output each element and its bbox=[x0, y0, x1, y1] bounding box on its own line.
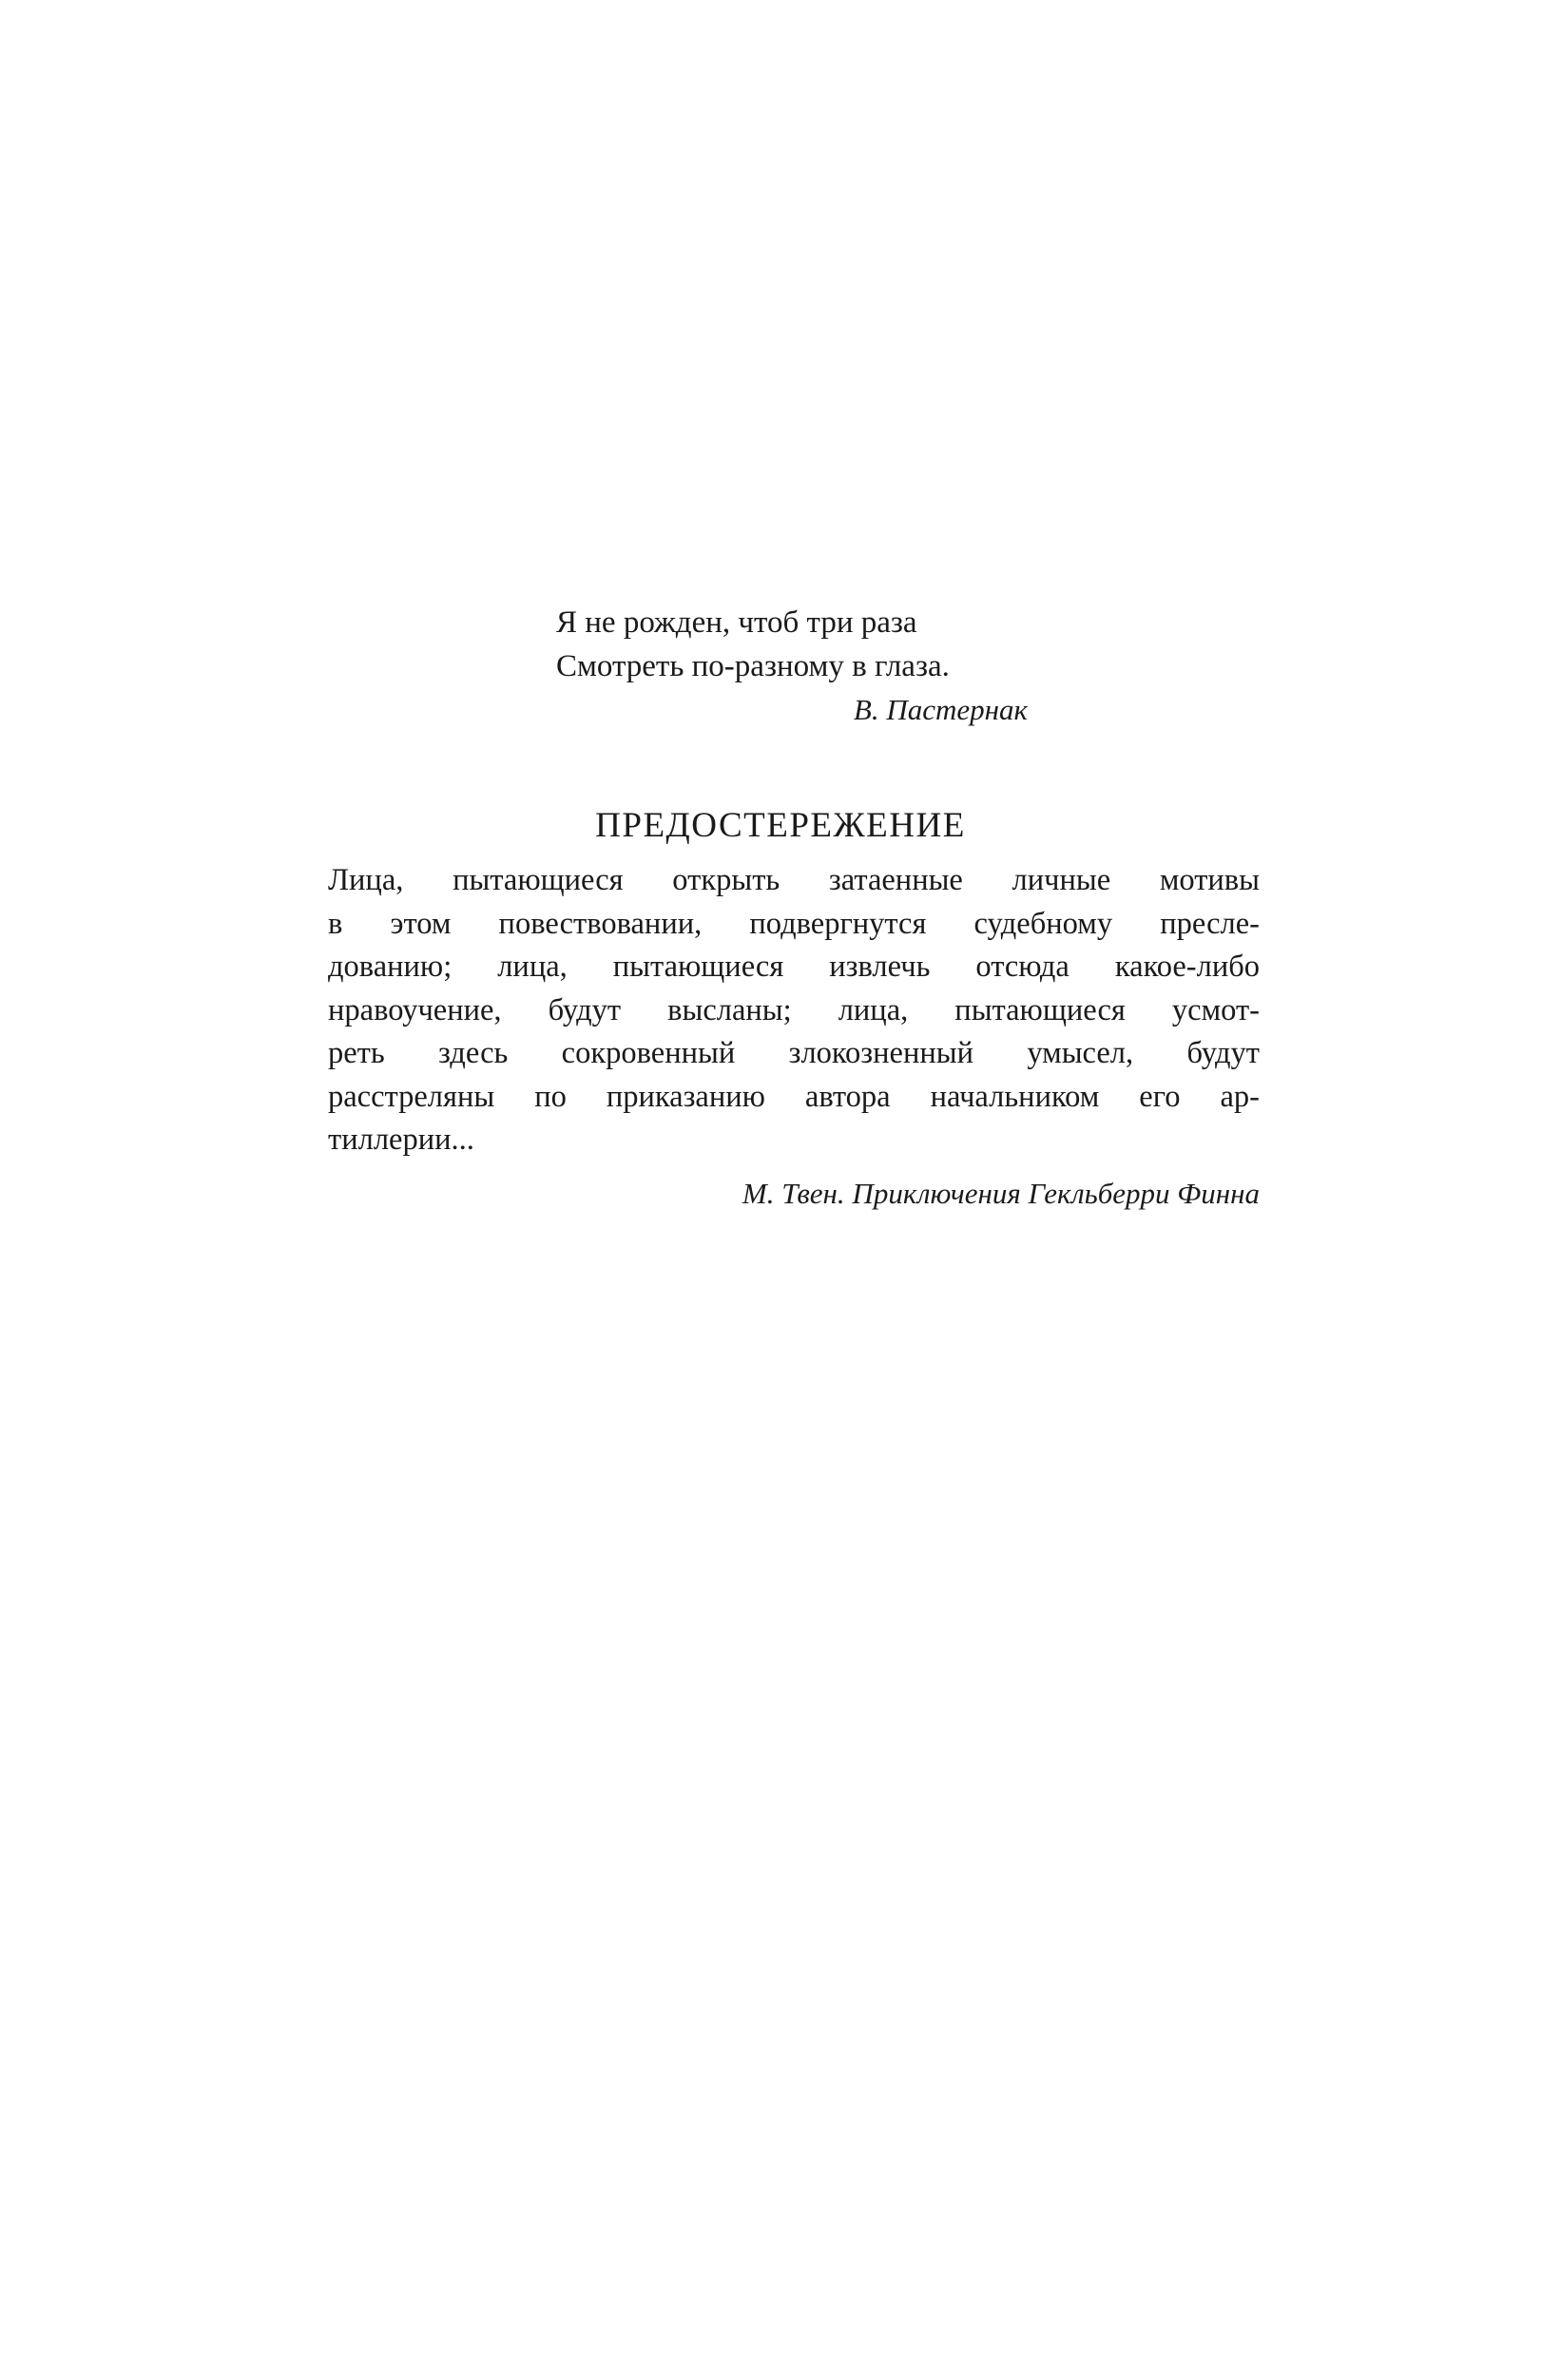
warning-attribution: М. Твен. Приключения Гекльберри Финна bbox=[742, 1177, 1260, 1210]
warning-line-4: нравоучение, будут высланы; лица, пытающиеся усмот- bbox=[328, 992, 1260, 1027]
warning-line-6: расстреляны по приказанию автора начальником его ар- bbox=[328, 1079, 1260, 1114]
warning-line-3: дованию; лица, пытающиеся извлечь отсюда какое-либо bbox=[328, 950, 1260, 984]
warning-text bbox=[328, 859, 1260, 1162]
warning-line-5: реть здесь сокровенный злокозненный умысел, будут bbox=[328, 1036, 1260, 1070]
epigraph-line-2: Смотреть по-разному в глаза. bbox=[556, 649, 950, 683]
warning-line-2: в этом повествовании, подвергнутся судебному пресле- bbox=[328, 906, 1260, 941]
epigraph bbox=[556, 601, 1031, 732]
warning-title: ПРЕДОСТЕРЕЖЕНИЕ bbox=[595, 806, 966, 845]
epigraph-line-1: Я не рожден, чтоб три раза bbox=[556, 605, 917, 640]
epigraph-author: В. Пастернак bbox=[853, 693, 1028, 726]
warning-line-7: тиллерии... bbox=[328, 1123, 474, 1157]
warning-line-1: Лица, пытающиеся открыть затаенные личные мотивы bbox=[328, 863, 1260, 897]
